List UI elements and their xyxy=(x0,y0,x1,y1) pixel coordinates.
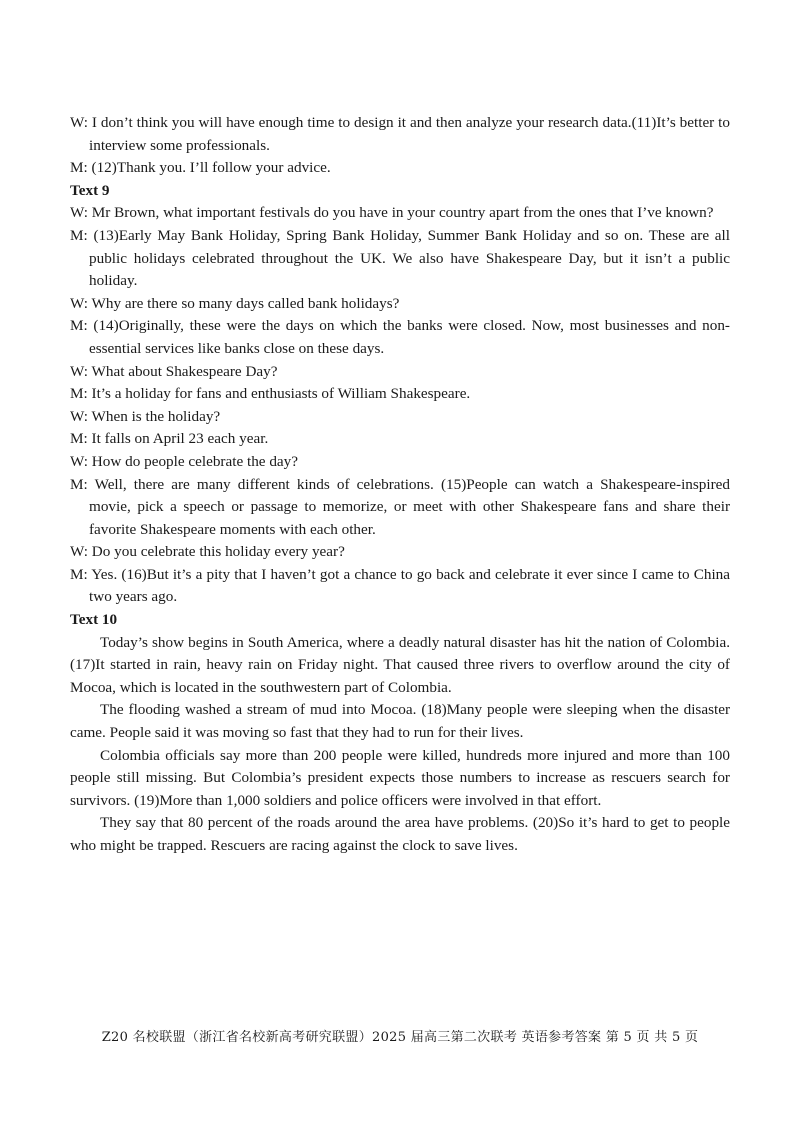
dialogue-line: W: Mr Brown, what important festivals do you have in your country apart from the ones that I’ve known? xyxy=(70,204,714,222)
monologue-paragraph: Colombia officials say more than 200 people were killed, hundreds more injured and more than 100 people still missing. But Colombia’s president expects those numbers to increase as rescuers search for survivors. (19)More than 1,000 soldiers and police officers were involved in that effort. xyxy=(70,746,730,809)
section-heading-text10: Text 10 xyxy=(70,611,118,629)
dialogue-line: M: It’s a holiday for fans and enthusiasts of William Shakespeare. xyxy=(70,385,471,403)
dialogue-line: M: Yes. (16)But it’s a pity that I haven’t got a chance to go back and celebrate it ever since I came to China two years ago. xyxy=(70,565,730,606)
dialogue-line: W: I don’t think you will have enough time to design it and then analyze your research data.(11)It’s better to interview some professionals. xyxy=(70,114,730,154)
section-heading-text9: Text 9 xyxy=(70,181,110,199)
dialogue-line: W: What about Shakespeare Day? xyxy=(70,362,278,380)
dialogue-line: W: Why are there so many days called bank holidays? xyxy=(70,294,400,312)
answer-content xyxy=(70,112,730,858)
monologue-paragraph: They say that 80 percent of the roads around the area have problems. (20)So it’s hard to get to people who might be trapped. Rescuers are racing against the clock to save lives. xyxy=(70,814,730,854)
dialogue-line: W: When is the holiday? xyxy=(70,407,221,425)
dialogue-line: W: Do you celebrate this holiday every year? xyxy=(70,543,345,561)
dialogue-line: M: Well, there are many different kinds of celebrations. (15)People can watch a Shakespeare-inspired movie, pick a speech or passage to memorize, or meet with other Shakespeare fans and share their favorite Shakespeare moments with each other. xyxy=(70,475,730,538)
monologue-paragraph: The flooding washed a stream of mud into Mocoa. (18)Many people were sleeping when the disaster came. People said it was moving so fast that they had to run for their lives. xyxy=(70,701,730,742)
dialogue-line: M: (12)Thank you. I’ll follow your advice. xyxy=(70,159,331,177)
page-footer: Z20 名校联盟（浙江省名校新高考研究联盟）2025 届高三第二次联考 英语参考答案 第 5 页 共 5 页 xyxy=(101,1030,699,1045)
dialogue-line: M: (13)Early May Bank Holiday, Spring Bank Holiday, Summer Bank Holiday and so on. These are all public holidays celebrated throughout the UK. We also have Shakespeare Day, but it isn’t a public holiday. xyxy=(70,226,730,290)
dialogue-line: M: It falls on April 23 each year. xyxy=(70,430,269,448)
dialogue-line: M: (14)Originally, these were the days on which the banks were closed. Now, most businesses and non-essential services like banks close on these days. xyxy=(70,317,730,357)
dialogue-line: W: How do people celebrate the day? xyxy=(70,452,298,470)
monologue-paragraph: Today’s show begins in South America, where a deadly natural disaster has hit the nation of Colombia. (17)It started in rain, heavy rain on Friday night. That caused three rivers to overflow around the city of Mocoa, which is located in the southwestern part of Colombia. xyxy=(70,633,730,696)
